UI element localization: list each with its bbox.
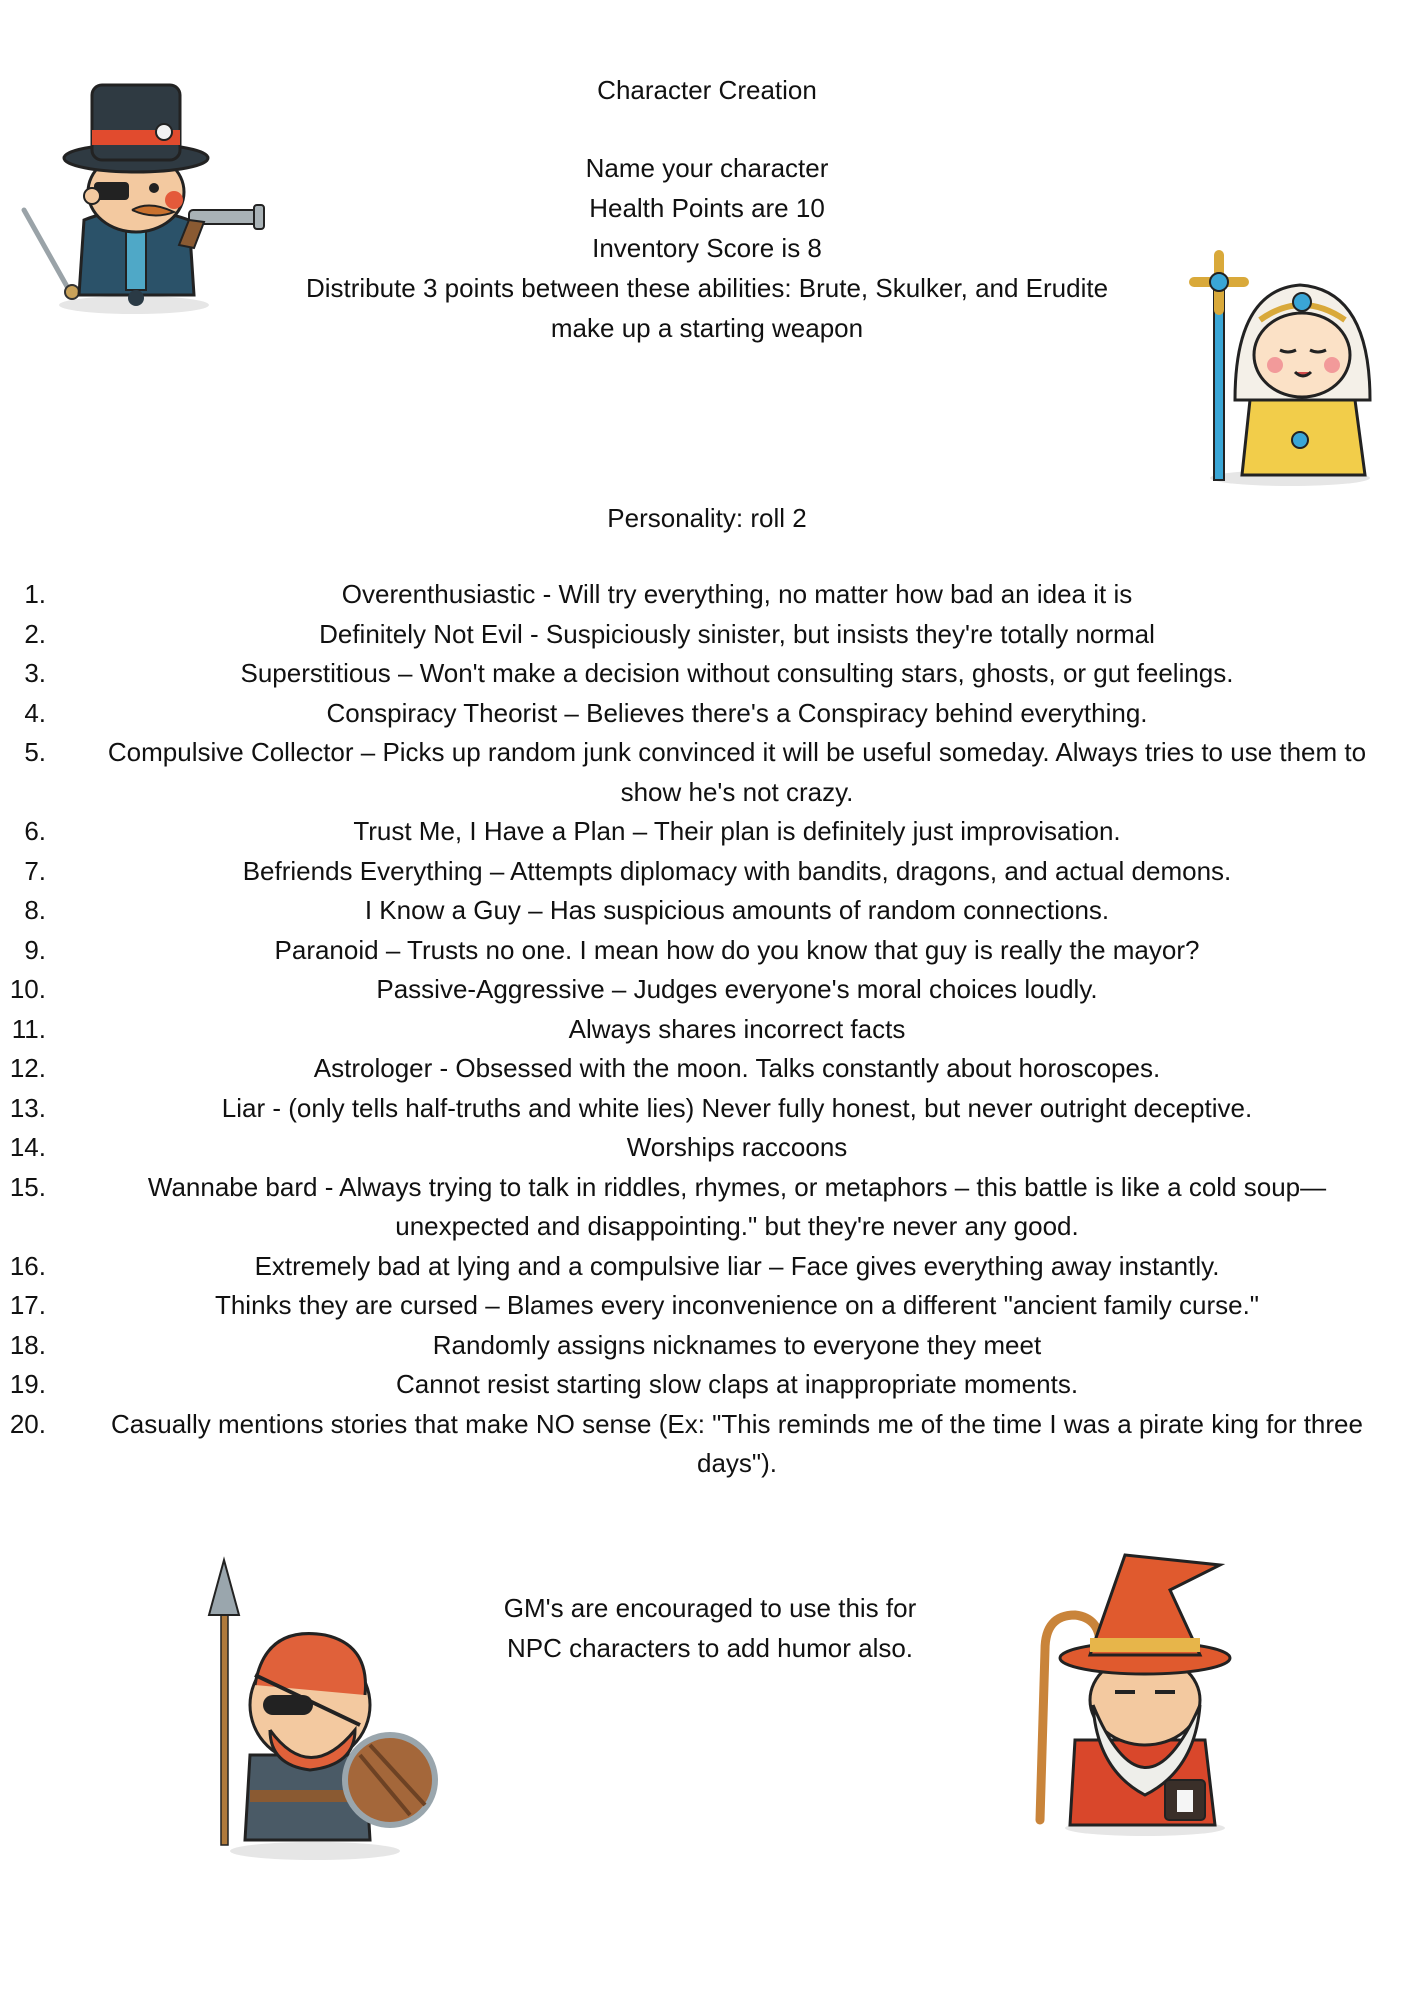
list-item: [0, 575, 1414, 615]
item-text: Extremely bad at lying and a compulsive liar – Face gives everything away instantly.: [254, 1250, 1220, 1281]
item-text: Befriends Everything – Attempts diplomacy with bandits, dragons, and actual demons.: [242, 855, 1232, 886]
list-item: [0, 1049, 1414, 1089]
item-number: 18.: [9, 1329, 46, 1360]
item-number: 7.: [24, 855, 46, 886]
item-text: Paranoid – Trusts no one. I mean how do you know that guy is really the mayor?: [274, 934, 1200, 965]
wizard-illustration: [1005, 1540, 1265, 1840]
item-number: 5.: [24, 737, 46, 767]
item-text: I Know a Guy – Has suspicious amounts of random connections.: [364, 895, 1110, 925]
list-item: [0, 1365, 1414, 1405]
item-text: Always shares incorrect facts: [568, 1013, 906, 1044]
list-item: [0, 1247, 1414, 1287]
item-number: 6.: [24, 816, 46, 846]
item-text: Superstitious – Won't make a decision without consulting stars, ghosts, or gut feelings.: [240, 658, 1234, 688]
setup-line: Health Points are 10: [589, 193, 825, 223]
item-number: 16.: [9, 1250, 46, 1281]
setup-line: Name your character: [585, 153, 829, 183]
list-item: [0, 615, 1414, 655]
item-text: Conspiracy Theorist – Believes there's a Conspiracy behind everything.: [326, 697, 1148, 728]
pirate-illustration: [14, 60, 314, 320]
list-item: [0, 1089, 1414, 1129]
item-text: Randomly assigns nicknames to everyone they meet: [432, 1329, 1042, 1360]
item-number: 3.: [24, 658, 46, 688]
item-text: Worships raccoons: [626, 1132, 848, 1162]
item-number: 8.: [24, 895, 46, 925]
list-item: [0, 1405, 1414, 1484]
item-number: 19.: [9, 1369, 46, 1399]
list-item: [0, 1286, 1414, 1326]
list-item: [0, 891, 1414, 931]
item-text: Trust Me, I Have a Plan – Their plan is definitely just improvisation.: [353, 816, 1121, 846]
item-number: 15.: [9, 1171, 46, 1202]
setup-line: make up a starting weapon: [550, 313, 864, 343]
item-number: 9.: [24, 934, 46, 965]
list-item: [0, 931, 1414, 971]
trait-list: [0, 575, 1414, 1484]
list-item: [0, 812, 1414, 852]
setup-line: Inventory Score is 8: [592, 233, 822, 263]
item-number: 2.: [24, 618, 46, 649]
gm-note: GM's are encouraged to use this for NPC characters to add humor also.: [503, 1593, 917, 1663]
item-text: Definitely Not Evil - Suspiciously sinister, but insists they're totally normal: [319, 618, 1155, 649]
item-text: Wannabe bard - Always trying to talk in riddles, rhymes, or metaphors – this battle is like a cold soup—unexpected and disappointing." but they're never any good.: [147, 1171, 1327, 1241]
list-item: [0, 1010, 1414, 1050]
item-number: 11.: [11, 1013, 46, 1044]
warrior-illustration: [195, 1555, 445, 1865]
list-item: [0, 852, 1414, 892]
item-text: Cannot resist starting slow claps at inappropriate moments.: [395, 1369, 1079, 1399]
list-item: [0, 1326, 1414, 1366]
item-text: Astrologer - Obsessed with the moon. Talks constantly about horoscopes.: [313, 1053, 1161, 1083]
cleric-illustration: [1180, 250, 1400, 490]
list-item: [0, 654, 1414, 694]
list-item: [0, 1168, 1414, 1247]
page-title: Character Creation: [597, 75, 817, 105]
item-number: 12.: [9, 1053, 46, 1083]
item-text: Passive-Aggressive – Judges everyone's moral choices loudly.: [376, 974, 1098, 1004]
item-number: 17.: [9, 1290, 46, 1320]
item-text: Thinks they are cursed – Blames every inconvenience on a different "ancient family curse.": [214, 1290, 1260, 1320]
item-number: 14.: [9, 1132, 46, 1162]
item-text: Overenthusiastic - Will try everything, no matter how bad an idea it is: [341, 579, 1133, 609]
item-number: 10.: [9, 974, 46, 1004]
list-item: [0, 1128, 1414, 1168]
item-number: 13.: [9, 1092, 46, 1123]
setup-line: Distribute 3 points between these abilities: Brute, Skulker, and Erudite: [305, 273, 1109, 303]
item-text: Casually mentions stories that make NO sense (Ex: "This reminds me of the time I was a pirate king for three days").: [111, 1408, 1363, 1478]
item-number: 20.: [9, 1408, 46, 1439]
item-number: 4.: [24, 697, 46, 728]
item-text: Liar - (only tells half-truths and white lies) Never fully honest, but never outright deceptive.: [221, 1092, 1253, 1123]
list-item: [0, 733, 1414, 812]
list-item: [0, 694, 1414, 734]
item-text: Compulsive Collector – Picks up random junk convinced it will be useful someday. Always tries to use them to show he's not crazy.: [107, 737, 1367, 807]
personality-heading: Personality: roll 2: [607, 503, 807, 533]
item-number: 1.: [24, 579, 46, 609]
list-item: [0, 970, 1414, 1010]
